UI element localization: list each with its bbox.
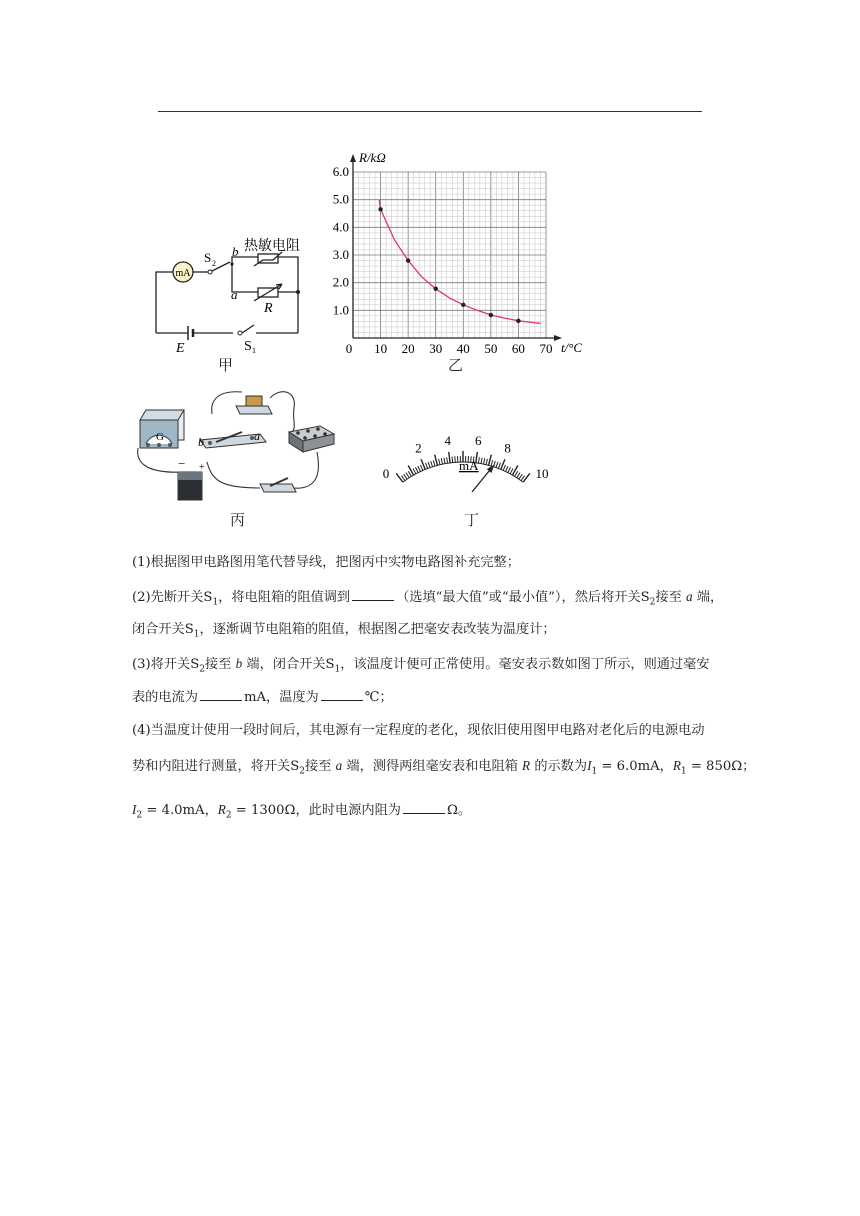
x-tick-label: 30 — [429, 341, 443, 356]
dial-tick — [425, 463, 427, 469]
q4-i2-val: = 4.0mA， — [142, 803, 218, 818]
q4-line2-sub: 2 — [299, 766, 306, 777]
dial-tick — [515, 471, 518, 476]
dial-tick — [484, 458, 485, 464]
dial-tick — [431, 461, 433, 467]
q3-line2-c: ℃； — [364, 690, 393, 705]
dial-tick — [478, 457, 479, 463]
q2-text-c: ，将电阻箱的阻值调到 — [218, 590, 351, 605]
q3-var-b: b — [235, 656, 243, 671]
q3-text-g: ，该温度计便可正常使用。毫安表示数如图丁所示，则通过毫安 — [340, 657, 710, 672]
x-tick-label: 50 — [484, 341, 498, 356]
q3-sub-2: 2 — [199, 664, 206, 675]
q3-line2-b: mA，温度为 — [243, 690, 319, 705]
q4-line1: (4)当温度计使用一段时间后，其电源有一定程度的老化，现依旧使用图甲电路对老化后的电源电动 — [132, 723, 705, 738]
q4-line2-g: 的示数为 — [534, 759, 588, 774]
galvo-label: G — [156, 431, 164, 443]
dial-tick — [428, 462, 430, 468]
dial-tick — [506, 466, 509, 471]
q2-text-d: （选填“最大值”或“最小值”），然后将开关S — [396, 590, 650, 605]
dial-tick — [517, 473, 520, 478]
x-tick-label: 0 — [345, 341, 353, 356]
chart-r-vs-t — [330, 150, 590, 360]
dial-tick — [439, 459, 440, 465]
terminal-a-label: a — [231, 287, 238, 302]
question-3-line-1 — [132, 653, 732, 681]
q3-text-c: 接至 — [205, 657, 232, 672]
dial-scale-label: 2 — [415, 440, 422, 456]
thermistor-board — [236, 396, 272, 414]
question-4-line-3 — [132, 799, 732, 827]
q2-text-f: 接至 — [655, 590, 682, 605]
data-point — [406, 258, 410, 262]
x-tick-label: 10 — [374, 341, 388, 356]
q2-line2-a: 闭合开关S — [132, 622, 194, 637]
dial-tick — [415, 467, 418, 472]
q4-r2: R — [217, 802, 226, 817]
dial-tick — [396, 473, 403, 482]
dial-tick — [433, 460, 435, 466]
meter-dial-ding — [382, 412, 560, 504]
dial-tick — [519, 474, 522, 479]
dial-tick — [512, 465, 517, 475]
y-tick-label: 6.0 — [332, 164, 349, 179]
dial-tick — [408, 465, 413, 475]
emf-label: E — [176, 341, 185, 356]
q4-r2-val: = 1300Ω，此时电源内阻为 — [231, 803, 401, 818]
question-2-line-2 — [132, 619, 732, 646]
dial-tick — [498, 463, 500, 469]
dial-unit: mA — [459, 458, 479, 473]
dial-scale-label: 0 — [382, 465, 390, 481]
q1-text: (1)根据图甲电路图用笔代替导线，把图丙中实物电路图补充完整； — [132, 555, 520, 570]
physical-circuit-bing — [132, 384, 344, 508]
s1-label: S — [244, 339, 252, 354]
dial-tick — [447, 457, 448, 463]
resistance-box — [289, 426, 334, 452]
data-point — [516, 319, 520, 323]
answer-blank-current[interactable] — [200, 688, 242, 701]
question-3-line-2 — [132, 687, 732, 709]
dial-tick — [491, 460, 493, 466]
data-point — [461, 303, 465, 307]
galvanometer — [140, 410, 184, 448]
x-tick-label: 70 — [539, 341, 553, 356]
dial-scale-label: 6 — [474, 432, 482, 448]
x-tick-label: 60 — [511, 341, 525, 356]
x-axis-label: t/°C — [561, 340, 583, 355]
q4-i1: I — [587, 758, 592, 773]
dial-tick — [435, 455, 438, 466]
answer-blank-temperature[interactable] — [321, 688, 363, 701]
q4-line2-a: 势和内阻进行测量，将开关S — [132, 759, 300, 774]
q2-line2-c: ，逐渐调节电阻箱的阻值，根据图乙把毫安表改装为温度计； — [199, 622, 556, 637]
battery-positive: + — [199, 462, 205, 473]
dial-tick — [486, 459, 487, 465]
q2-sub-2: 2 — [649, 597, 656, 608]
question-2-line-1 — [132, 586, 732, 614]
q2-sub-1: 1 — [212, 597, 219, 608]
q4-var-a: a — [335, 758, 343, 773]
q4-r1: R — [672, 758, 681, 773]
dial-tick — [496, 462, 498, 468]
q2-line2-sub: 1 — [193, 629, 200, 640]
answer-blank-q2[interactable] — [352, 588, 394, 601]
q2-text-h: 端， — [696, 590, 724, 605]
terminal-b-label: b — [232, 244, 239, 259]
caption-bing: 丙 — [230, 511, 246, 529]
y-tick-label: 1.0 — [332, 302, 349, 318]
q4-i2: I — [132, 802, 137, 817]
bing-terminal-a: a — [254, 429, 260, 443]
meter-label: mA — [175, 268, 191, 279]
data-point — [434, 287, 438, 291]
question-4-line-1 — [132, 720, 732, 742]
dial-scale-label: 4 — [444, 432, 452, 448]
s1-sub: 1 — [252, 346, 256, 355]
chart-axes — [350, 154, 562, 341]
dial-tick — [481, 458, 482, 464]
q3-line2-a: 表的电流为 — [132, 690, 198, 705]
y-axis-label: R/kΩ — [359, 150, 386, 165]
question-1 — [132, 552, 732, 574]
y-tick-label: 2.0 — [332, 274, 349, 290]
caption-ding: 丁 — [464, 511, 480, 529]
q4-end: Ω。 — [447, 803, 472, 818]
battery — [178, 472, 202, 500]
q4-i2-sub: 2 — [136, 810, 143, 821]
q4-var-r: R — [522, 758, 531, 773]
data-point — [489, 313, 493, 317]
dial-tick — [404, 474, 407, 479]
dial-tick — [452, 457, 453, 463]
q3-sub-1: 1 — [334, 664, 341, 675]
q4-r1-sub: 1 — [680, 766, 687, 777]
dial-tick — [489, 455, 492, 466]
dial-tick — [449, 452, 450, 463]
y-tick-label: 3.0 — [332, 247, 349, 262]
q4-i1-val: = 6.0mA， — [597, 759, 673, 774]
bing-terminal-b: b — [198, 435, 204, 449]
answer-blank-resistance[interactable] — [403, 801, 445, 814]
s2-sub: 2 — [212, 259, 216, 268]
header-rule — [158, 111, 702, 112]
q3-text-a: (3)将开关S — [132, 657, 200, 672]
dial-tick — [503, 465, 505, 470]
q2-text-a: (2)先断开关S — [132, 590, 213, 605]
battery-negative: − — [178, 456, 186, 471]
dial-tick — [510, 469, 513, 474]
dial-tick — [508, 467, 511, 472]
dial-scale-label: 8 — [504, 440, 511, 456]
data-point — [378, 207, 382, 211]
dial-tick — [444, 458, 445, 464]
chart-grid — [353, 172, 546, 338]
dial-tick — [406, 473, 409, 478]
switch-s1 — [260, 478, 296, 492]
dial-tick — [523, 473, 530, 482]
x-tick-label: 40 — [456, 341, 470, 356]
y-tick-label: 4.0 — [332, 219, 349, 235]
y-tick-label: 5.0 — [332, 191, 349, 207]
dial-tick — [408, 471, 411, 476]
caption-yi: 乙 — [448, 356, 464, 374]
q4-line2-c: 接至 — [305, 759, 332, 774]
s2-label: S — [204, 250, 212, 265]
q3-text-e: 端，闭合开关S — [246, 657, 335, 672]
dial-scale-label: 10 — [535, 465, 549, 481]
thermistor-label: 热敏电阻 — [244, 239, 300, 254]
q4-r1-val: = 850Ω； — [686, 759, 756, 774]
x-tick-label: 20 — [401, 341, 415, 356]
caption-jia: 甲 — [218, 356, 234, 374]
q4-r2-sub: 2 — [225, 810, 232, 821]
question-4-line-2 — [132, 755, 756, 783]
circuit-diagram-jia — [148, 232, 308, 356]
q2-var-a: a — [685, 589, 693, 604]
dial-tick — [441, 458, 442, 464]
resistor-r-label: R — [264, 301, 273, 316]
dial-tick — [413, 469, 416, 474]
q4-line2-e: 端，测得两组毫安表和电阻箱 — [346, 759, 518, 774]
dial-tick — [420, 465, 422, 470]
q4-i1-sub: 1 — [591, 766, 598, 777]
dial-tick — [418, 466, 421, 471]
